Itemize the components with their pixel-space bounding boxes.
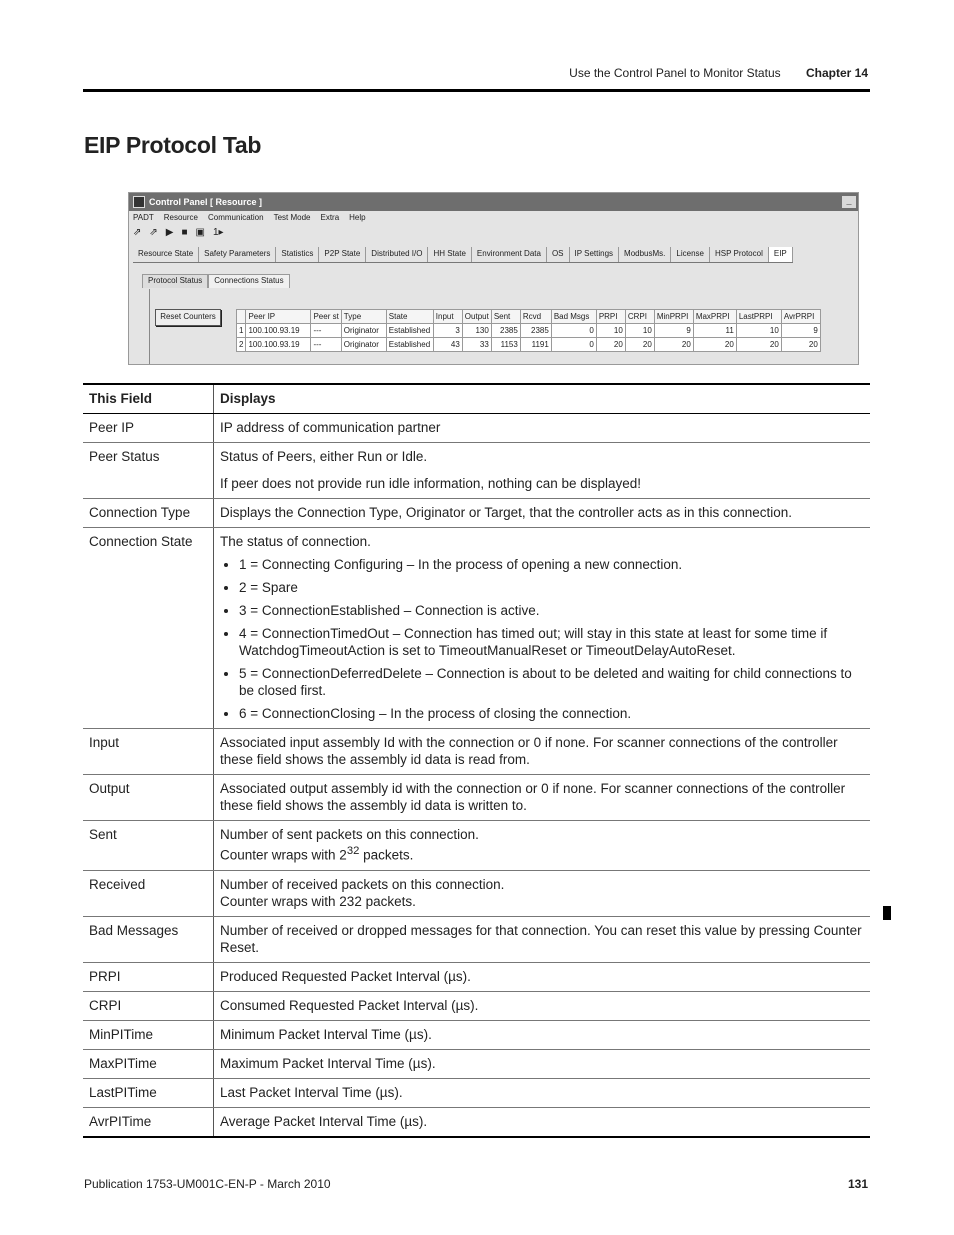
page-number: 131 [847, 1177, 868, 1191]
description-line [220, 843, 864, 864]
grid-cell-lastprpi: 20 [736, 338, 781, 352]
grid-header-prpi[interactable]: PRPI [596, 310, 625, 324]
grid-cell-sent: 2385 [491, 324, 520, 338]
grid-cell-input: 43 [433, 338, 462, 352]
grid-cell-peer-ip: 100.100.93.19 [246, 324, 311, 338]
tab-environment-data[interactable]: Environment Data [472, 247, 547, 262]
table-row [83, 1107, 870, 1137]
menu-extra[interactable]: Extra [320, 213, 340, 222]
description-line: Number of received packets on this connection. [220, 876, 505, 892]
grid-header-row [237, 310, 821, 324]
table-row [83, 1020, 870, 1049]
description-paragraph: Status of Peers, either Run or Idle. [220, 449, 428, 464]
grid-cell-input: 3 [433, 324, 462, 338]
field-name: PRPI [83, 962, 214, 991]
control-panel-screenshot [128, 192, 859, 365]
table-row [83, 1049, 870, 1078]
grid-header-maxprpi[interactable]: MaxPRPI [693, 310, 736, 324]
description-intro: The status of connection. [220, 534, 371, 549]
grid-cell-output: 33 [462, 338, 491, 352]
field-name: Peer IP [83, 414, 214, 443]
tab-license[interactable]: License [671, 247, 710, 262]
grid-header-state[interactable]: State [386, 310, 433, 324]
menu-communication[interactable]: Communication [208, 213, 264, 222]
field-description [214, 870, 871, 916]
grid-header-lastprpi[interactable]: LastPRPI [736, 310, 781, 324]
table-row [83, 870, 870, 916]
page-title: EIP Protocol Tab [84, 132, 262, 158]
menu-help[interactable]: Help [349, 213, 366, 222]
grid-cell-crpi: 10 [625, 324, 654, 338]
grid-row[interactable] [237, 324, 821, 338]
field-name: MaxPITime [83, 1049, 214, 1078]
save-icon[interactable]: ▣ [195, 226, 205, 238]
table-row [83, 443, 870, 499]
list-item: • 5 = ConnectionDeferredDelete – Connection is about to be deleted and waiting for child connections to be closed first. [239, 665, 864, 699]
stop-icon[interactable]: ■ [181, 226, 188, 238]
grid-cell-index: 1 [237, 324, 246, 338]
description-paragraph: If peer does not provide run idle information, nothing can be displayed! [220, 476, 642, 491]
tab-p2p-state[interactable]: P2P State [319, 247, 366, 262]
list-item: • 2 = Spare [239, 579, 864, 596]
table-row [83, 775, 870, 821]
field-name: Sent [83, 821, 214, 871]
grid-cell-crpi: 20 [625, 338, 654, 352]
tab-modbus[interactable]: ModbusMs. [619, 247, 671, 262]
field-description: Minimum Packet Interval Time (µs). [214, 1020, 871, 1049]
connections-grid [236, 309, 821, 352]
field-name: Peer Status [83, 443, 214, 499]
state-list [220, 556, 864, 722]
grid-cell-rcvd: 1191 [520, 338, 551, 352]
list-item: • 4 = ConnectionTimedOut – Connection has timed out; will stay in this state at least for some time if WatchdogTimeoutAction is set to TimeoutManualReset or TimeoutDelayAutoReset. [239, 625, 864, 659]
tab-hsp-protocol[interactable]: HSP Protocol [710, 247, 769, 262]
header-displays: Displays [214, 384, 871, 414]
field-name: Connection Type [83, 499, 214, 528]
grid-cell-output: 130 [462, 324, 491, 338]
grid-cell-rcvd: 2385 [520, 324, 551, 338]
field-name: Bad Messages [83, 916, 214, 962]
field-name: Connection State [83, 528, 214, 729]
grid-header-input[interactable]: Input [433, 310, 462, 324]
grid-cell-sent: 1153 [491, 338, 520, 352]
reset-counters-button[interactable]: Reset Counters [155, 309, 221, 326]
grid-row[interactable] [237, 338, 821, 352]
grid-cell-type: Originator [341, 338, 386, 352]
grid-cell-peer-ip: 100.100.93.19 [246, 338, 311, 352]
menu-bar [129, 211, 858, 224]
tab-distributed-io[interactable]: Distributed I/O [366, 247, 428, 262]
table-row [83, 729, 870, 775]
change-bar [883, 906, 891, 920]
grid-cell-peer-status: --- [311, 338, 341, 352]
header-rule [83, 89, 870, 92]
grid-header-peer-ip[interactable]: Peer IP [246, 310, 311, 324]
wrap-prefix: Counter wraps with 2 [220, 847, 347, 863]
menu-resource[interactable]: Resource [163, 213, 198, 222]
header-this-field: This Field [83, 384, 214, 414]
field-name: Received [83, 870, 214, 916]
field-description: Last Packet Interval Time (µs). [214, 1078, 871, 1107]
description-line: Counter wraps with 232 packets. [220, 893, 416, 909]
grid-cell-type: Originator [341, 324, 386, 338]
grid-cell-avrprpi: 20 [781, 338, 820, 352]
grid-cell-lastprpi: 10 [736, 324, 781, 338]
window-title: Control Panel [ Resource ] [149, 197, 263, 207]
tab-safety-parameters[interactable]: Safety Parameters [199, 247, 276, 262]
table-row [83, 528, 870, 729]
toolbar [129, 224, 858, 240]
field-description [214, 528, 871, 729]
tab-resource-state[interactable]: Resource State [133, 247, 199, 262]
field-description: Associated output assembly id with the connection or 0 if none. For scanner connections of the controller these field shows the assembly id data is written to. [214, 775, 871, 821]
app-icon [133, 196, 145, 208]
table-row [83, 1078, 870, 1107]
grid-header-rcvd[interactable]: Rcvd [520, 310, 551, 324]
window-titlebar [129, 193, 858, 211]
minimize-button[interactable]: _ [842, 196, 856, 208]
grid-cell-index: 2 [237, 338, 246, 352]
grid-header-peer-status[interactable]: Peer st [311, 310, 341, 324]
field-description: Associated input assembly Id with the connection or 0 if none. For scanner connections of the controller these field shows the assembly id data is read from. [214, 729, 871, 775]
grid-cell-bad-msgs: 0 [551, 324, 596, 338]
tab-ip-settings[interactable]: IP Settings [570, 247, 620, 262]
table-row [83, 916, 870, 962]
description-line: Number of sent packets on this connection. [220, 827, 479, 842]
header-chapter: Chapter 14 [805, 66, 868, 80]
grid-header-minprpi[interactable]: MinPRPI [654, 310, 693, 324]
field-description [214, 821, 871, 871]
wrap-suffix: packets. [359, 847, 414, 863]
subtab-bar [142, 274, 290, 288]
field-description: Maximum Packet Interval Time (µs). [214, 1049, 871, 1078]
field-description [214, 443, 871, 499]
wrap-exponent: 32 [346, 845, 360, 857]
running-header [569, 66, 868, 80]
list-item: • 6 = ConnectionClosing – In the process of closing the connection. [239, 705, 864, 722]
grid-cell-peer-status: --- [311, 324, 341, 338]
grid-cell-state: Established [386, 338, 433, 352]
field-description: Produced Requested Packet Interval (µs). [214, 962, 871, 991]
grid-cell-minprpi: 9 [654, 324, 693, 338]
table-row [83, 414, 870, 443]
table-row [83, 499, 870, 528]
grid-cell-maxprpi: 11 [693, 324, 736, 338]
field-description: Consumed Requested Packet Interval (µs). [214, 991, 871, 1020]
grid-cell-prpi: 10 [596, 324, 625, 338]
field-name: CRPI [83, 991, 214, 1020]
field-name: LastPITime [83, 1078, 214, 1107]
field-description: Displays the Connection Type, Originator or Target, that the controller acts as in this connection. [214, 499, 871, 528]
tab-bar [133, 247, 793, 263]
grid-cell-maxprpi: 20 [693, 338, 736, 352]
field-name: Input [83, 729, 214, 775]
grid-cell-avrprpi: 9 [781, 324, 820, 338]
tab-os[interactable]: OS [547, 247, 570, 262]
table-header-row [83, 384, 870, 414]
run-icon[interactable]: ▶ [165, 226, 174, 238]
header-section: Use the Control Panel to Monitor Status [569, 66, 781, 80]
list-item: • 1 = Connecting Configuring – In the process of opening a new connection. [239, 556, 864, 573]
tab-statistics[interactable]: Statistics [276, 247, 319, 262]
field-name: Output [83, 775, 214, 821]
field-description: Number of received or dropped messages for that connection. You can reset this value by pressing Counter Reset. [214, 916, 871, 962]
table-row [83, 962, 870, 991]
list-item: • 3 = ConnectionEstablished – Connection is active. [239, 602, 864, 619]
tab-hh-state[interactable]: HH State [428, 247, 471, 262]
grid-header-type[interactable]: Type [341, 310, 386, 324]
grid-cell-bad-msgs: 0 [551, 338, 596, 352]
disconnect-icon[interactable]: ⇗ [149, 226, 158, 238]
grid-header-crpi[interactable]: CRPI [625, 310, 654, 324]
menu-test-mode[interactable]: Test Mode [273, 213, 311, 222]
grid-header-output[interactable]: Output [462, 310, 491, 324]
grid-cell-state: Established [386, 324, 433, 338]
field-name: MinPITime [83, 1020, 214, 1049]
field-description: Average Packet Interval Time (µs). [214, 1107, 871, 1137]
step-icon[interactable]: 1▸ [212, 226, 224, 238]
connect-icon[interactable]: ⇗ [133, 226, 142, 238]
subtab-protocol-status[interactable]: Protocol Status [142, 274, 208, 288]
tab-eip[interactable]: EIP [769, 247, 793, 262]
grid-header-avrprpi[interactable]: AvrPRPI [781, 310, 820, 324]
menu-padt[interactable]: PADT [133, 213, 154, 222]
grid-header-bad-msgs[interactable]: Bad Msgs [551, 310, 596, 324]
field-description-table [83, 383, 870, 1138]
grid-cell-minprpi: 20 [654, 338, 693, 352]
subtab-connections-status[interactable]: Connections Status [208, 274, 289, 288]
grid-header-sent[interactable]: Sent [491, 310, 520, 324]
table-row [83, 821, 870, 871]
grid-cell-prpi: 20 [596, 338, 625, 352]
grid-header-index [237, 310, 246, 324]
footer-publication: Publication 1753-UM001C-EN-P - March 2010 [84, 1177, 331, 1191]
field-name: AvrPITime [83, 1107, 214, 1137]
field-description: IP address of communication partner [214, 414, 871, 443]
table-row [83, 991, 870, 1020]
